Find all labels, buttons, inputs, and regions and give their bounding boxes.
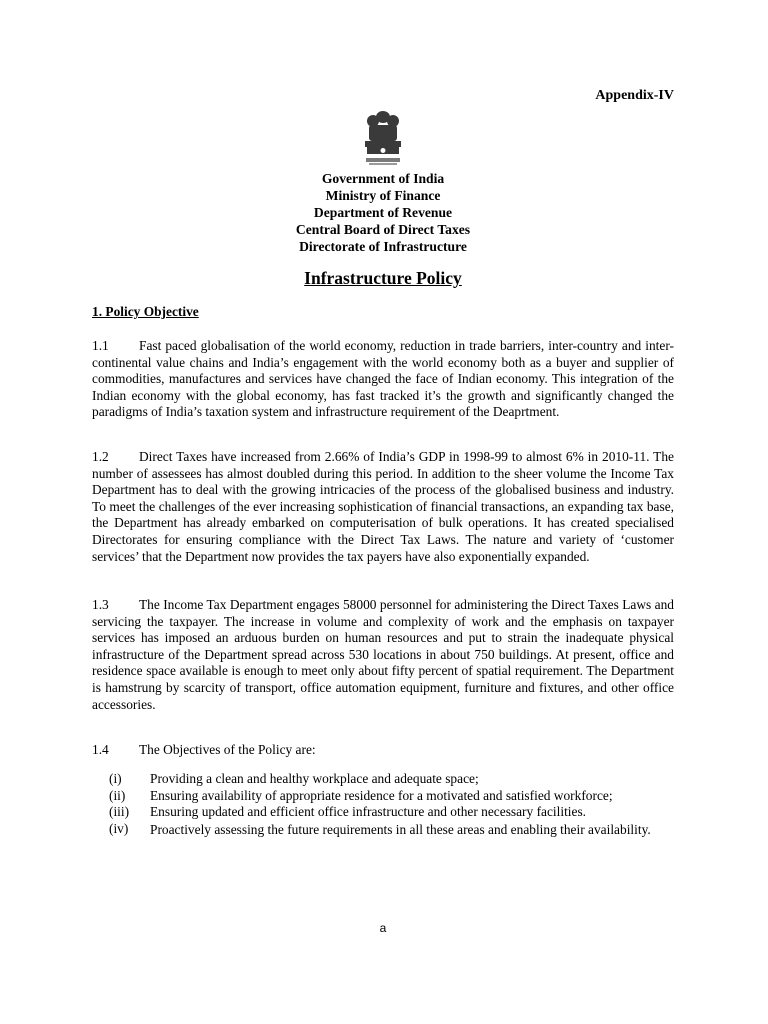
paragraph-text: The Income Tax Department engages 58000 personnel for administering the Direct Taxes Laws and servicing the taxpayer. The increase in volume and complexity of work and the emphasis on taxpayer services has imposed an arduous burden on human resources and put to strain the inadequate physical infrastructure of the Department spread across 530 locations in about 750 buildings. At present, office and residence space available is enough to meet only about fifty percent of spatial requirement. The Department is hamstrung by scarcity of transport, office automation equipment, furniture and fixtures, and other office accessories. bbox=[92, 597, 674, 712]
page-number: a bbox=[379, 921, 387, 935]
objectives-list bbox=[92, 771, 674, 839]
paragraph-text: The Objectives of the Policy are: bbox=[139, 742, 316, 757]
document-page bbox=[92, 0, 674, 1024]
header-department: Department of Revenue bbox=[313, 204, 453, 220]
paragraph-1-1 bbox=[92, 338, 674, 421]
list-item-text: Ensuring updated and efficient office infrastructure and other necessary facilities. bbox=[150, 804, 587, 820]
national-emblem-icon bbox=[358, 108, 408, 168]
list-item bbox=[92, 821, 674, 840]
header-government: Government of India bbox=[321, 171, 445, 186]
list-item bbox=[92, 788, 674, 805]
paragraph-1-3 bbox=[92, 597, 674, 713]
list-item-text: Ensuring availability of appropriate residence for a motivated and satisfied workforce; bbox=[150, 787, 613, 803]
list-item-number: (iii) bbox=[109, 804, 130, 820]
national-emblem-graphic bbox=[358, 108, 408, 168]
paragraph-1-2 bbox=[92, 449, 674, 565]
paragraph-number: 1.4 bbox=[92, 742, 109, 757]
appendix-label: Appendix-IV bbox=[595, 88, 674, 103]
header-board: Central Board of Direct Taxes bbox=[295, 221, 471, 237]
paragraph-text: Direct Taxes have increased from 2.66% of India’s GDP in 1998-99 to almost 6% in 2010-11. The number of assessees has almost doubled during this period. In addition to the sheer volume the Income Tax Department has to deal with the growing intricacies of the process of the globalised business and industry. To meet the challenges of the ever increasing sophistication of financial transactions, an expanding tax base, the Department has already embarked on computerisation of bulk operations. It has created specialised Directorates for ensuring compliance with the Direct Tax Laws. The nature and variety of ‘customer services’ that the Department now provides the tax payers have also exponentially expanded. bbox=[92, 449, 674, 564]
issuing-authority bbox=[92, 171, 674, 256]
list-item-text: Providing a clean and healthy workplace and adequate space; bbox=[150, 771, 479, 786]
list-item-text: Proactively assessing the future requirements in all these areas and enabling their availability. bbox=[150, 821, 651, 837]
header-ministry: Ministry of Finance bbox=[325, 187, 441, 203]
list-item-number: (i) bbox=[109, 771, 122, 786]
paragraph-number: 1.3 bbox=[92, 597, 109, 612]
list-item-number: (ii) bbox=[109, 787, 126, 803]
paragraph-number: 1.1 bbox=[92, 338, 109, 353]
paragraph-text: Fast paced globalisation of the world economy, reduction in trade barriers, inter-country and inter-continental value chains and India’s engagement with the world economy both as a buyer and supplier of commodities, manufactures and services have changed the face of Indian economy. This integration of the Indian economy with the global economy, has fast tracked it’s the growth and significantly changed the paradigms of India’s taxation system and infrastructure requirement of the Deaprtment. bbox=[92, 338, 674, 420]
header-directorate: Directorate of Infrastructure bbox=[299, 238, 467, 254]
section-heading: 1. Policy Objective bbox=[92, 304, 199, 319]
paragraph-number: 1.2 bbox=[92, 449, 109, 464]
list-item-number: (iv) bbox=[109, 820, 129, 836]
list-item bbox=[92, 771, 674, 788]
list-item bbox=[92, 804, 674, 821]
paragraph-1-4 bbox=[92, 742, 674, 759]
document-title: Infrastructure Policy bbox=[304, 268, 462, 288]
